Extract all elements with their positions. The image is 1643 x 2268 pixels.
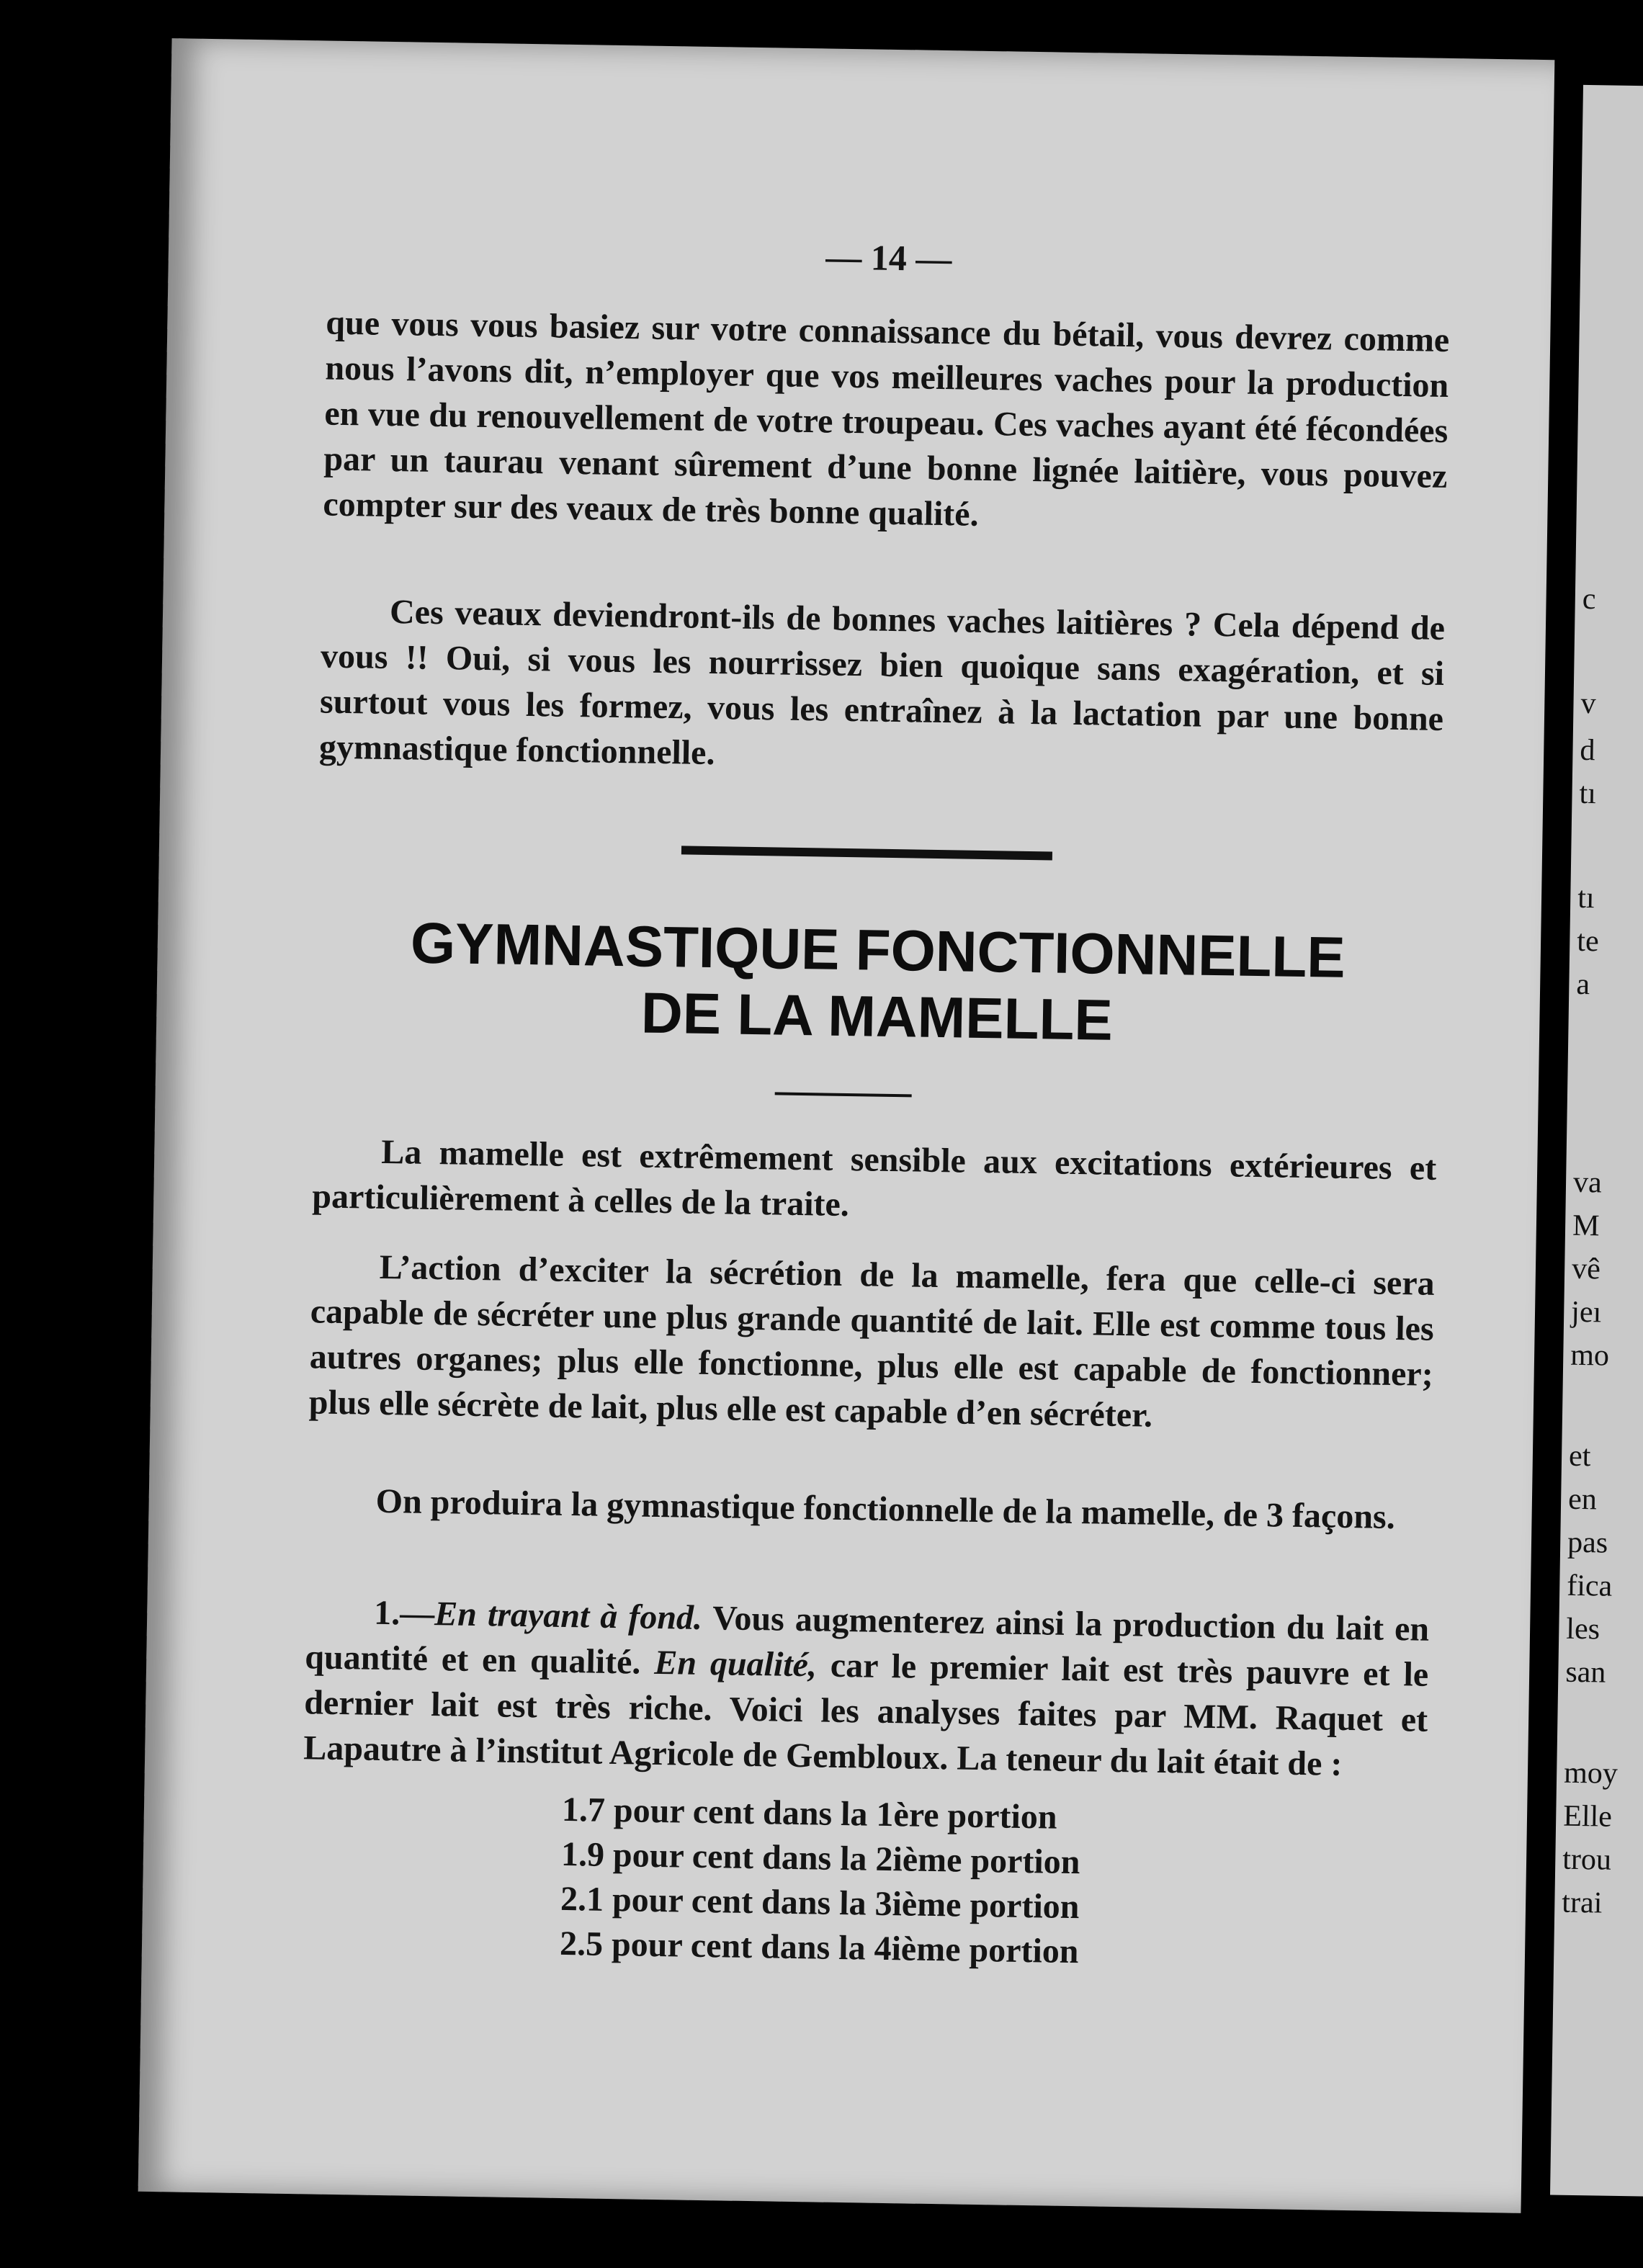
right-fragment: mo	[1570, 1338, 1610, 1373]
right-fragment: te	[1576, 924, 1600, 959]
section-divider	[681, 846, 1052, 860]
section-heading-line-2: DE LA MAMELLE	[640, 980, 1114, 1052]
right-fragment: et	[1568, 1439, 1591, 1474]
portion-item: 2.5 pour cent dans la 4ième portion	[559, 1924, 1079, 1971]
right-fragment: M	[1572, 1209, 1600, 1243]
portion-list	[560, 1788, 1081, 1974]
left-page	[138, 38, 1555, 2213]
right-fragment: va	[1572, 1165, 1603, 1200]
paragraph-4: L’action d’exciter la sécrétion de la mamelle, fera que celle-ci sera capable de sécréter une plus grande quantité de lait. Elle est comme tous les autres organes; plus elle fonctionne, plus elle est capable de fonctionner; plus elle sécrète de lait, plus elle est capable d’en sécréter.	[308, 1247, 1436, 1435]
right-fragment: Elle	[1562, 1799, 1613, 1834]
page-number: — 14 —	[825, 236, 952, 279]
right-fragment: trou	[1562, 1842, 1612, 1877]
paragraph-2: Ces veaux deviendront-ils de bonnes vaches laitières ? Cela dépend de vous !! Oui, si vous les nourrissez bien quoique sans exagération, et si surtout vous les formez, vous les entraînez à la lactation par une bonne gymnastique fonctionnelle.	[318, 592, 1446, 773]
portion-item: 1.9 pour cent dans la 2ième portion	[560, 1834, 1080, 1882]
paragraph-5: On produira la gymnastique fonctionnelle de la mamelle, de 3 façons.	[375, 1482, 1396, 1537]
right-fragment: pas	[1567, 1525, 1608, 1560]
right-fragment: trai	[1562, 1886, 1603, 1920]
heading-underline	[775, 1092, 912, 1097]
right-fragment: les	[1565, 1612, 1601, 1646]
list-number: 1.—	[373, 1593, 435, 1633]
paragraph-6-middle: Vous augmenterez ainsi la production du lait en quantité et en qualité.	[304, 1598, 1430, 1682]
paragraph-3: La mamelle est extrêmement sensible aux excitations extérieures et particulièrement à celles de la traite.	[311, 1132, 1437, 1224]
right-fragment: moy	[1563, 1756, 1619, 1790]
right-fragment: jeı	[1570, 1295, 1602, 1330]
paragraph-6	[303, 1589, 1430, 1788]
right-fragment: a	[1576, 967, 1590, 1002]
right-fragment: tı	[1579, 776, 1597, 811]
right-fragment: en	[1567, 1482, 1598, 1517]
right-fragment: san	[1565, 1655, 1606, 1690]
page-content	[303, 41, 1454, 1971]
paragraph-6-rest: car le premier lait est très pauvre et le dernier lait est très riche. Voici les analyses faites par MM. Raquet et Lapautre à l’institut Agricole de Gembloux. La teneur du lait était de :	[303, 1646, 1429, 1783]
right-page	[1550, 85, 1643, 2198]
portion-item: 1.7 pour cent dans la 1ère portion	[561, 1790, 1057, 1837]
paragraph-1: que vous vous basiez sur votre connaissance du bétail, vous devrez comme nous l’avons dit, n’employer que vos meilleures vaches pour la production en vue du renouvellement de votre troupeau. Ces vaches ayant été fécondées par un taurau venant sûrement d’une bonne lignée laitière, vous pouvez compter sur des veaux de très bonne qualité.	[323, 303, 1450, 534]
right-fragment: c	[1582, 582, 1596, 617]
right-fragment: v	[1580, 686, 1596, 721]
right-fragment: fica	[1566, 1569, 1613, 1603]
right-fragment: tı	[1577, 881, 1595, 915]
portion-item: 2.1 pour cent dans la 3ième portion	[560, 1879, 1080, 1927]
right-fragment: d	[1580, 733, 1595, 768]
right-fragment: vê	[1571, 1252, 1601, 1286]
section-heading-line-1: GYMNASTIQUE FONCTIONNELLE	[410, 910, 1346, 990]
italic-phrase-1: En trayant à fond.	[434, 1595, 703, 1637]
italic-phrase-2: En qualité,	[653, 1643, 818, 1685]
